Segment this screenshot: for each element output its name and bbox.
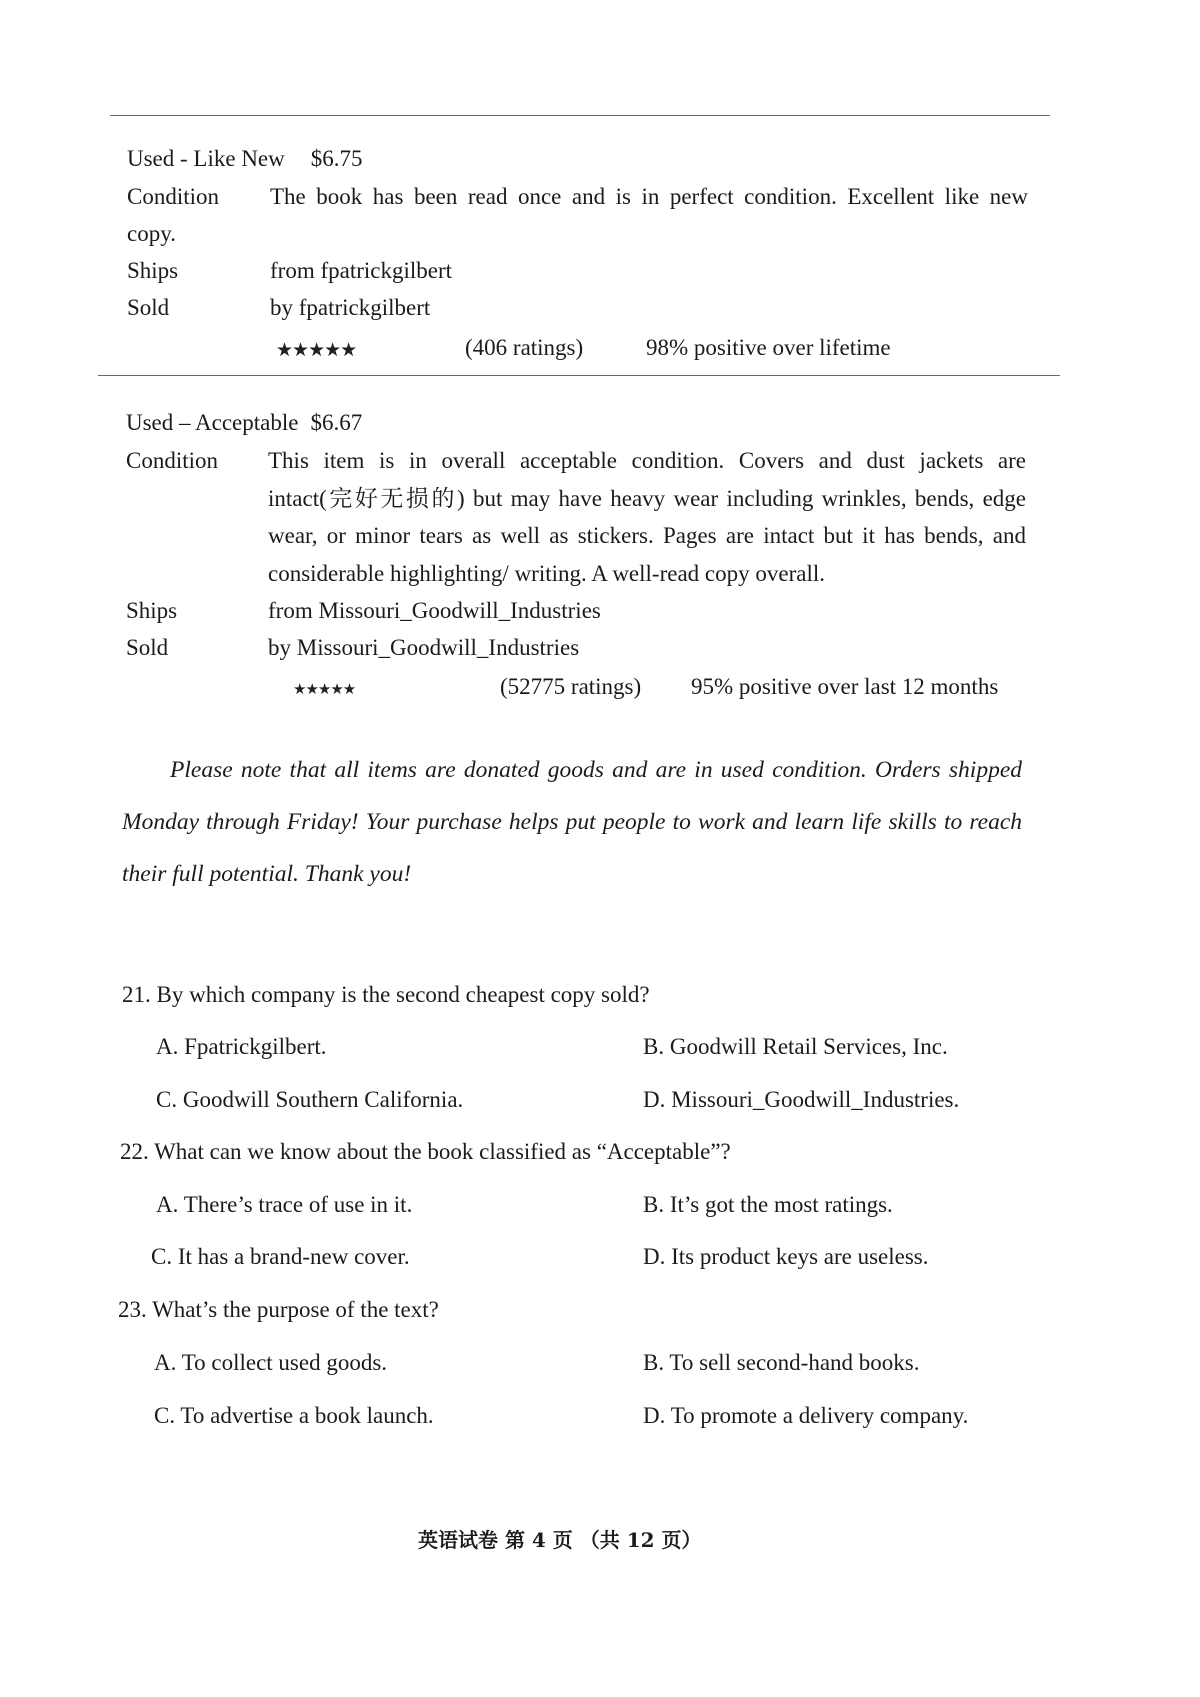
option-d: D. Its product keys are useless. xyxy=(643,1244,929,1269)
sold-value: by Missouri_Goodwill_Industries xyxy=(268,635,580,660)
ratings-count: (52775 ratings) xyxy=(500,674,642,699)
note-line: Please note that all items are donated goods and are in used condition. Orders shipped xyxy=(170,757,1022,783)
option-c: C. It has a brand-new cover. xyxy=(151,1244,410,1269)
option-b: B. Goodwill Retail Services, Inc. xyxy=(643,1034,948,1059)
note-line: Monday through Friday! Your purchase helps put people to work and learn life skills to reach xyxy=(122,809,1022,835)
listing-price: $6.67 xyxy=(310,410,363,435)
listing-price: $6.75 xyxy=(310,146,363,171)
condition-label: Condition xyxy=(126,448,219,473)
option-b: B. It’s got the most ratings. xyxy=(643,1192,893,1217)
condition-label: Condition xyxy=(127,184,220,209)
sold-label: Sold xyxy=(127,295,170,320)
option-c: C. To advertise a book launch. xyxy=(154,1403,434,1428)
option-c: C. Goodwill Southern California. xyxy=(156,1087,464,1112)
star-rating-icon: ★★★★★ xyxy=(293,680,356,698)
seller-note xyxy=(122,744,1022,900)
ratings-count: (406 ratings) xyxy=(465,335,584,360)
option-d: D. Missouri_Goodwill_Industries. xyxy=(643,1087,960,1112)
condition-text xyxy=(268,442,1026,592)
ships-value: from Missouri_Goodwill_Industries xyxy=(268,598,601,623)
note-line: their full potential. Thank you! xyxy=(122,861,412,887)
sold-label: Sold xyxy=(126,635,169,660)
question-stem: 22. What can we know about the book classified as “Acceptable”? xyxy=(120,1139,731,1164)
condition-line: intact(完好无损的) but may have heavy wear including wrinkles, bends, edge xyxy=(268,485,1026,511)
condition-text-cont: copy. xyxy=(127,221,176,246)
page-footer: 英语试卷 第 4 页 （共 12 页） xyxy=(418,1528,702,1552)
option-b: B. To sell second-hand books. xyxy=(643,1350,920,1375)
condition-text: The book has been read once and is in perfect condition. Excellent like new xyxy=(270,184,1028,209)
ships-label: Ships xyxy=(126,598,178,623)
condition-line: This item is in overall acceptable condition. Covers and dust jackets are xyxy=(268,448,1026,473)
condition-line: wear, or minor tears as well as stickers. Pages are intact but it has bends, and xyxy=(268,523,1026,548)
sold-value: by fpatrickgilbert xyxy=(270,295,431,320)
question-stem: 21. By which company is the second cheapest copy sold? xyxy=(122,982,650,1007)
positive-feedback: 98% positive over lifetime xyxy=(646,335,891,360)
option-a: A. Fpatrickgilbert. xyxy=(156,1034,327,1059)
question-stem: 23. What’s the purpose of the text? xyxy=(118,1297,439,1322)
positive-feedback: 95% positive over last 12 months xyxy=(691,674,999,699)
option-d: D. To promote a delivery company. xyxy=(643,1403,969,1428)
condition-line: considerable highlighting/ writing. A well-read copy overall. xyxy=(268,560,825,586)
option-a: A. To collect used goods. xyxy=(154,1350,388,1375)
ships-label: Ships xyxy=(127,258,179,283)
listing-divider xyxy=(98,375,1060,376)
listing-grade: Used - Like New xyxy=(127,146,285,171)
option-a: A. There’s trace of use in it. xyxy=(156,1192,413,1217)
listing-grade: Used – Acceptable xyxy=(126,410,299,435)
top-divider xyxy=(110,115,1050,116)
star-rating-icon: ★★★★★ xyxy=(276,339,357,361)
ships-value: from fpatrickgilbert xyxy=(270,258,453,283)
